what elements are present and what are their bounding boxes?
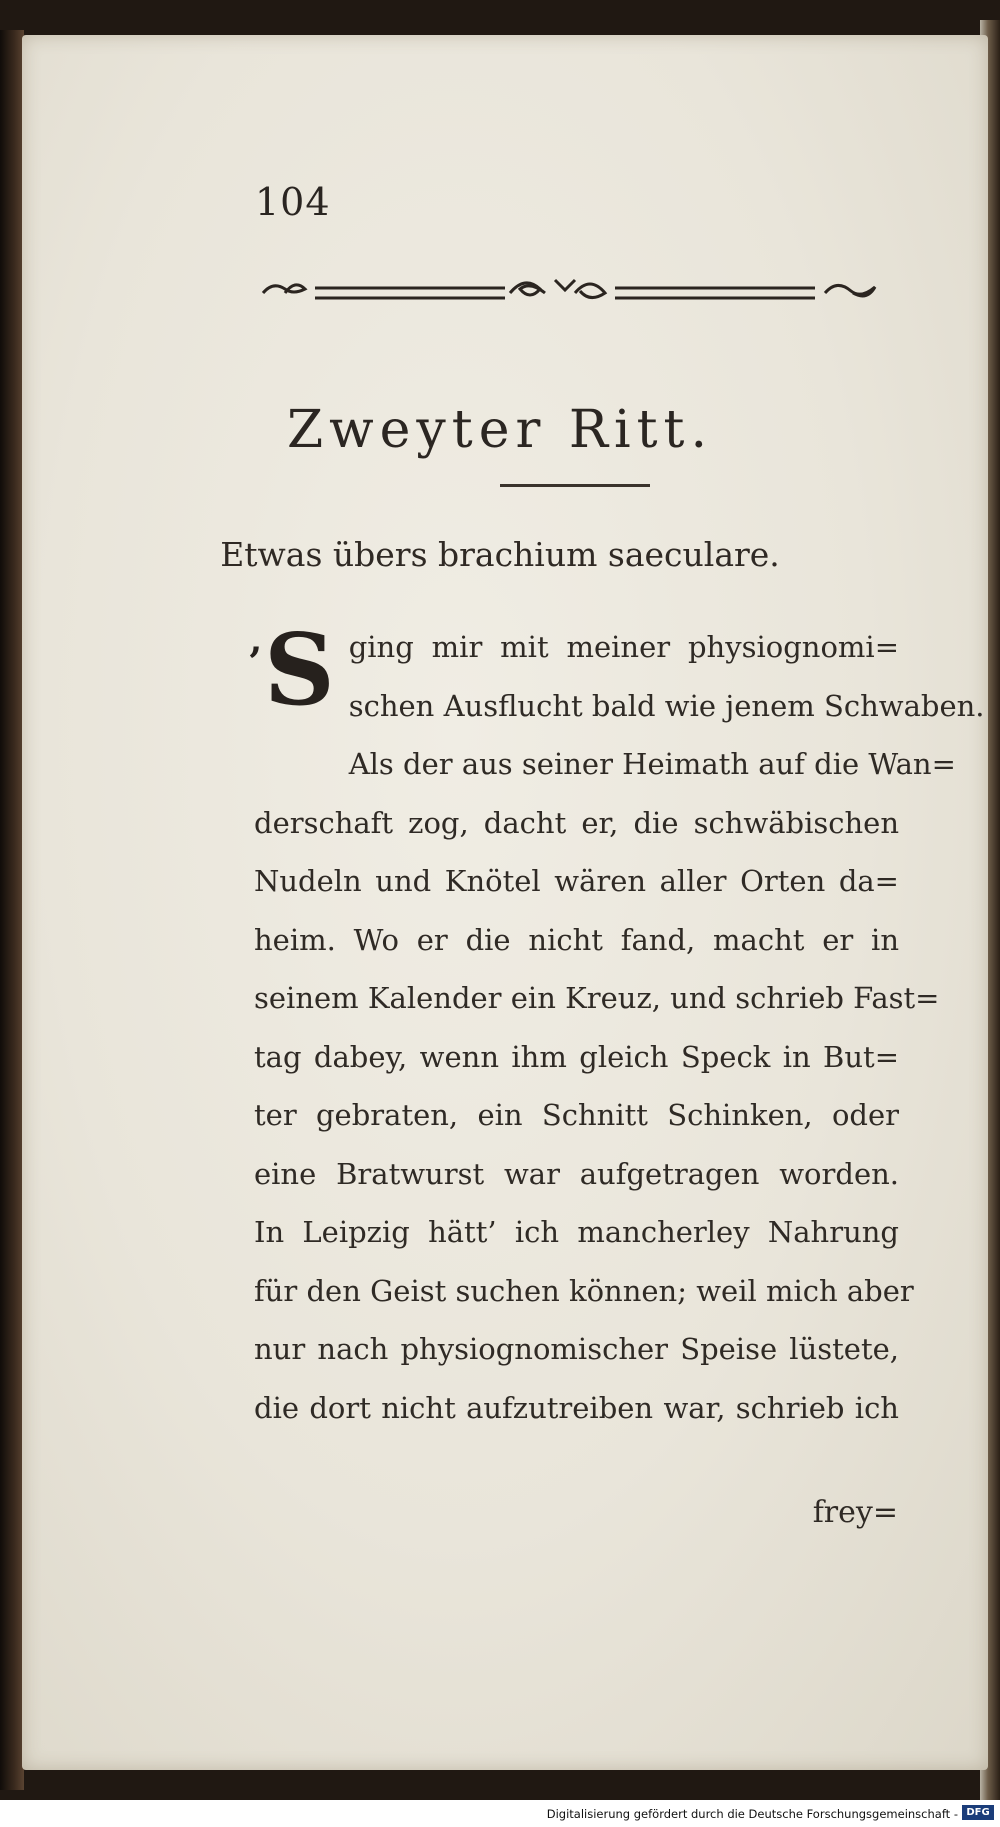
- text-line: eine Bratwurst war aufgetragen worden.: [254, 1156, 899, 1191]
- ornament-divider: [255, 268, 895, 318]
- page-number: 104: [255, 180, 331, 224]
- book-edge-left: [0, 30, 24, 1790]
- text-line: ging mir mit meiner physiognomi=: [348, 630, 899, 664]
- title-rule: [500, 484, 650, 487]
- drop-cap: [248, 613, 335, 740]
- text-line: für den Geist suchen können; weil mich aber: [254, 1273, 914, 1308]
- text-line: heim. Wo er die nicht fand, macht er in: [254, 922, 899, 957]
- text-line: In Leipzig hätt’ ich mancherley Nahrung: [254, 1215, 899, 1249]
- footer-credit: Digitalisierung gefördert durch die Deutsche Forschungsgemeinschaft -: [546, 1807, 958, 1821]
- text-line: ter gebraten, ein Schnitt Schinken, oder: [254, 1098, 899, 1132]
- text-line: tag dabey, wenn ihm gleich Speck in But=: [254, 1039, 899, 1074]
- drop-cap-letter: S: [263, 613, 335, 728]
- text-line: seinem Kalender ein Kreuz, und schrieb Fast=: [254, 981, 940, 1015]
- text-line: die dort nicht aufzutreiben war, schrieb ich: [254, 1390, 899, 1425]
- text-line: nur nach physiognomischer Speise lüstete,: [254, 1332, 899, 1366]
- body-text: [248, 613, 985, 1437]
- text-line: Als der aus seiner Heimath auf die Wan=: [348, 747, 956, 781]
- text-line: schen Ausflucht bald wie jenem Schwaben.: [348, 688, 985, 723]
- text-line: derschaft zog, dacht er, die schwäbischen: [254, 805, 899, 840]
- chapter-subtitle: Etwas übers brachium saeculare.: [220, 535, 780, 574]
- text-line: Nudeln und Knötel wären aller Orten da=: [254, 864, 899, 898]
- catchword: frey=: [812, 1495, 898, 1530]
- drop-cap-apostrophe: ’: [248, 639, 262, 686]
- chapter-title: Zweyter Ritt.: [287, 400, 713, 460]
- dfg-logo: DFG: [962, 1805, 994, 1820]
